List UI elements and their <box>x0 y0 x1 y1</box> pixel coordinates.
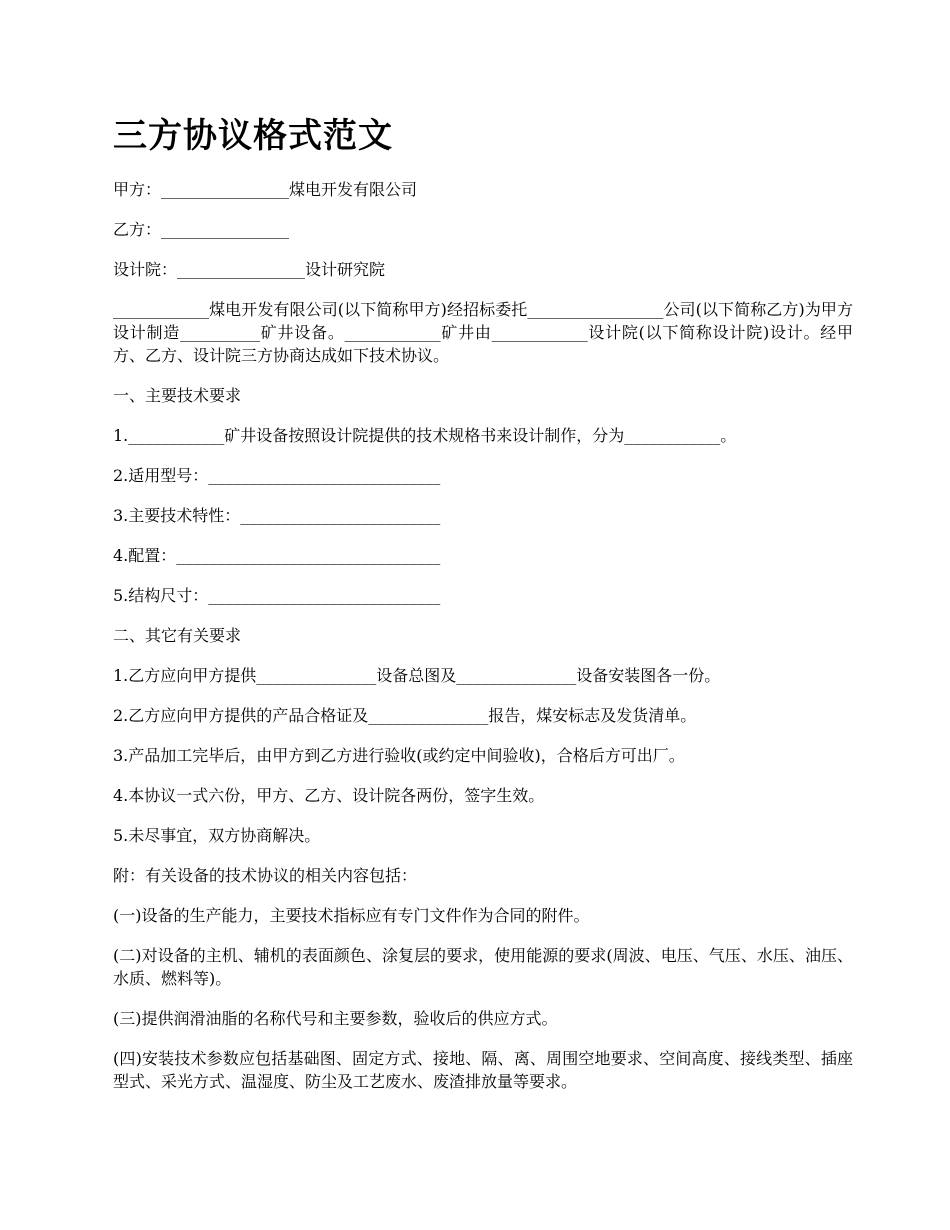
document-body <box>113 178 853 1093</box>
appendix-item-3: (三)提供润滑油脂的名称代号和主要参数，验收后的供应方式。 <box>113 1009 558 1028</box>
requirement-item-4: 4.配置：_________________________________ <box>113 546 441 565</box>
requirement-item-2: 2.适用型号：_____________________________ <box>113 466 441 485</box>
other-requirement-item-1: 1.乙方应向甲方提供_______________设备总图及_______________设备安装图各一份。 <box>113 666 721 685</box>
appendix-item-1: (一)设备的生产能力，主要技术指标应有专门文件作为合同的附件。 <box>113 906 590 925</box>
other-requirement-item-3: 3.产品加工完毕后，由甲方到乙方进行验收(或约定中间验收)，合格后方可出厂。 <box>113 746 685 765</box>
document-title: 三方协议格式范文 <box>113 116 393 156</box>
appendix-heading: 附：有关设备的技术协议的相关内容包括： <box>113 866 418 885</box>
appendix-item-4: (四)安装技术参数应包括基础图、固定方式、接地、隔、离、周围空地要求、空间高度、接线类型、插座型式、采光方式、温湿度、防尘及工艺废水、废渣排放量等要求。 <box>113 1049 853 1091</box>
requirement-item-1: 1.____________矿井设备按照设计院提供的技术规格书来设计制作，分为____________。 <box>113 426 737 445</box>
party-a-line: 甲方：________________煤电开发有限公司 <box>113 180 418 199</box>
requirement-item-5: 5.结构尺寸：_____________________________ <box>113 586 441 605</box>
design-institute-line: 设计院：________________设计研究院 <box>113 260 386 279</box>
other-requirement-item-4: 4.本协议一式六份，甲方、乙方、设计院各两份，签字生效。 <box>113 786 545 805</box>
appendix-item-2: (二)对设备的主机、辅机的表面颜色、涂复层的要求，使用能源的要求(周波、电压、气压、水压、油压、水质、燃料等)。 <box>113 946 853 988</box>
other-requirement-item-2: 2.乙方应向甲方提供的产品合格证及_______________报告，煤安标志及发货清单。 <box>113 706 697 725</box>
section-heading-other-requirements: 二、其它有关要求 <box>113 626 242 645</box>
intro-paragraph: ____________煤电开发有限公司(以下简称甲方)经招标委托_________________公司(以下简称乙方)为甲方设计制造__________矿井设备。____________矿井由____________设计院(以下简称设计院)设计。经甲方、乙方、设计院三方协商达成如下技术协议。 <box>113 300 853 365</box>
section-heading-main-requirements: 一、主要技术要求 <box>113 386 242 405</box>
party-b-line: 乙方：________________ <box>113 220 290 239</box>
other-requirement-item-5: 5.未尽事宜，双方协商解决。 <box>113 826 321 845</box>
requirement-item-3: 3.主要技术特性：_________________________ <box>113 506 441 525</box>
